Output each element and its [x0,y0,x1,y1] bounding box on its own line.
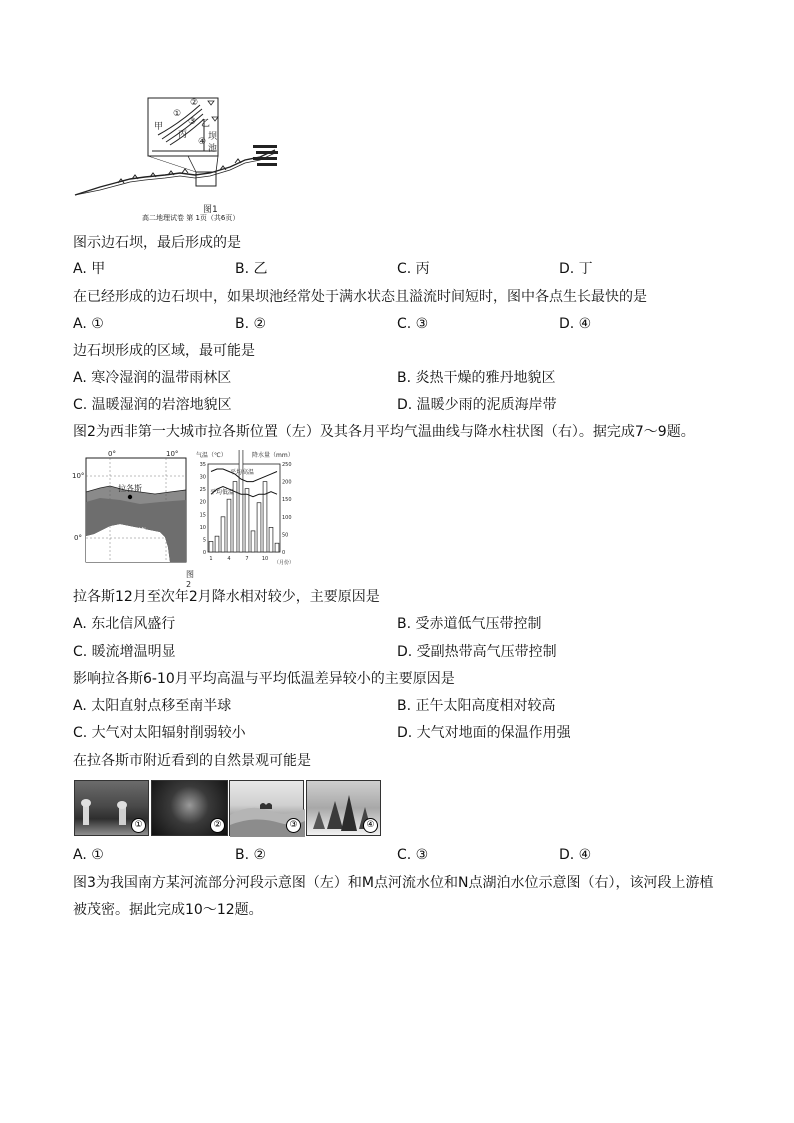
q9-option-b[interactable]: B. ② [235,847,267,863]
figure-1 [70,95,285,225]
photo-1-savanna [74,780,149,836]
ytick-right-50: 50 [282,532,289,539]
rain-bar-6 [239,450,243,552]
photo-4-number: ④ [363,818,378,833]
ytick-right-150: 150 [282,497,292,504]
q5-option-c[interactable]: C. ③ [397,316,429,332]
question-7-stem: 拉各斯12月至次年2月降水相对较少，主要原因是 [73,589,380,605]
q8-option-b[interactable]: B. 正午太阳高度相对较高 [397,698,556,714]
ytick-left-10: 10 [199,524,206,531]
photo-2-number: ② [210,818,225,833]
fig1-label-circle3: ③ [188,117,197,127]
fig2-caption: 图2 [186,570,194,589]
xtick-10: 10 [261,556,269,562]
chart-legend-high: 平均高温 [230,469,255,476]
photo-3-number: ③ [286,818,301,833]
ytick-right-0: 0 [282,550,286,556]
question-9-stem: 在拉各斯市附近看到的自然景观可能是 [73,753,311,769]
xtick-4: 4 [227,556,231,562]
ytick-right-100: 100 [282,514,292,521]
intro-figure-3-line1: 图3为我国南方某河流部分河段示意图（左）和M点河流水位和N点湖泊水位示意图（右），该河段上游植 [73,875,714,891]
map-lon-0: 0° [108,450,116,458]
question-8-stem: 影响拉各斯6-10月平均高温与平均低温差异较小的主要原因是 [73,671,455,687]
chart-ytitle-right: 降水量（mm） [252,452,294,459]
chart-legend-low: 平均低温 [210,489,235,496]
map-lon-10: 10° [166,450,179,458]
rain-bar-4 [227,499,231,552]
ytick-left-35: 35 [199,462,206,468]
map-lat-0: 0° [74,534,82,542]
q8-option-a[interactable]: A. 太阳直射点移至南半球 [73,698,232,714]
fig1-label-circle2: ② [190,98,199,108]
figure-2-map [70,450,194,589]
photo-4-snow-forest [306,780,381,836]
q5-option-a[interactable]: A. ① [73,316,104,332]
q4-option-d[interactable]: D. 丁 [559,261,593,277]
q7-option-a[interactable]: A. 东北信风盛行 [73,616,176,632]
map-lat-10: 10° [72,472,85,480]
q8-option-c[interactable]: C. 大气对太阳辐射削弱较小 [73,725,246,741]
xtick-1: 1 [209,556,213,562]
q6-option-c[interactable]: C. 温暖湿润的岩溶地貌区 [73,397,232,413]
fig1-label-circle1: ① [173,109,182,119]
photo-1-number: ① [131,818,146,833]
fig1-label-circle4: ④ [198,137,207,147]
q5-option-b[interactable]: B. ② [235,316,267,332]
map-sea-label: 几内亚湾 [114,527,146,536]
fig1-page-footer: 高二地理试卷 第 1页（共6页） [142,214,240,222]
lagos-location-map [70,452,190,567]
intro-figure-3-line2: 被茂密。据此完成10～12题。 [73,902,263,918]
chart-ytitle-left: 气温（℃） [196,452,227,459]
figure-2-climate-chart [190,450,300,570]
question-5-stem: 在已经形成的边石坝中，如果坝池经常处于满水状态且溢流时间短时，图中各点生长最快的是 [73,289,647,305]
fig1-caption: 图1 [203,205,218,215]
q9-option-d[interactable]: D. ④ [559,847,592,863]
ytick-left-30: 30 [199,474,206,481]
rain-bar-1 [209,541,213,552]
q4-option-c[interactable]: C. 丙 [397,261,430,277]
rain-bar-12 [275,543,279,552]
question-6-stem: 边石坝形成的区域，最可能是 [73,343,255,359]
xtick-7: 7 [245,556,249,562]
intro-figure-2: 图2为西非第一大城市拉各斯位置（左）及其各月平均气温曲线与降水柱状图（右）。据完成7～9题。 [73,424,695,440]
rain-bar-7 [245,489,249,552]
q4-option-b[interactable]: B. 乙 [235,261,268,277]
q8-option-d[interactable]: D. 大气对地面的保温作用强 [397,725,571,741]
ytick-left-5: 5 [202,537,206,544]
ytick-left-0: 0 [202,550,206,556]
fig1-label-jia: 甲 [154,122,164,132]
rain-bar-11 [269,527,273,552]
rain-bar-8 [251,531,255,552]
fig1-label-yi: 乙 [201,119,211,129]
q4-option-a[interactable]: A. 甲 [73,261,106,277]
rain-bar-3 [221,517,225,552]
rain-bar-2 [215,536,219,552]
photo-3-desert [229,780,304,836]
ytick-right-250: 250 [282,462,292,468]
q6-option-a[interactable]: A. 寒冷湿润的温带雨林区 [73,370,232,386]
ytick-right-200: 200 [282,479,292,486]
q6-option-d[interactable]: D. 温暖少雨的泥质海岸带 [397,397,557,413]
fig1-label-ba: 坝 [208,132,218,142]
question-4-stem: 图示边石坝，最后形成的是 [73,235,241,251]
rain-bar-10 [263,482,267,552]
q9-option-a[interactable]: A. ① [73,847,104,863]
ytick-left-25: 25 [199,487,206,494]
map-city-lagos: 拉各斯 [118,484,142,493]
photo-2-rainforest [151,780,228,836]
q9-option-c[interactable]: C. ③ [397,847,429,863]
fig1-label-chi: 池 [208,144,218,154]
q6-option-b[interactable]: B. 炎热干燥的雅丹地貌区 [397,370,556,386]
q7-option-d[interactable]: D. 受副热带高气压带控制 [397,644,557,660]
q7-option-c[interactable]: C. 暖流增温明显 [73,644,176,660]
chart-xlabel: （月份） [274,560,295,566]
ytick-left-15: 15 [199,512,206,519]
fig1-label-bing: 丙 [178,130,188,140]
ytick-left-20: 20 [199,499,206,506]
q7-option-b[interactable]: B. 受赤道低气压带控制 [397,616,542,632]
q5-option-d[interactable]: D. ④ [559,316,592,332]
rain-bar-9 [257,503,261,552]
